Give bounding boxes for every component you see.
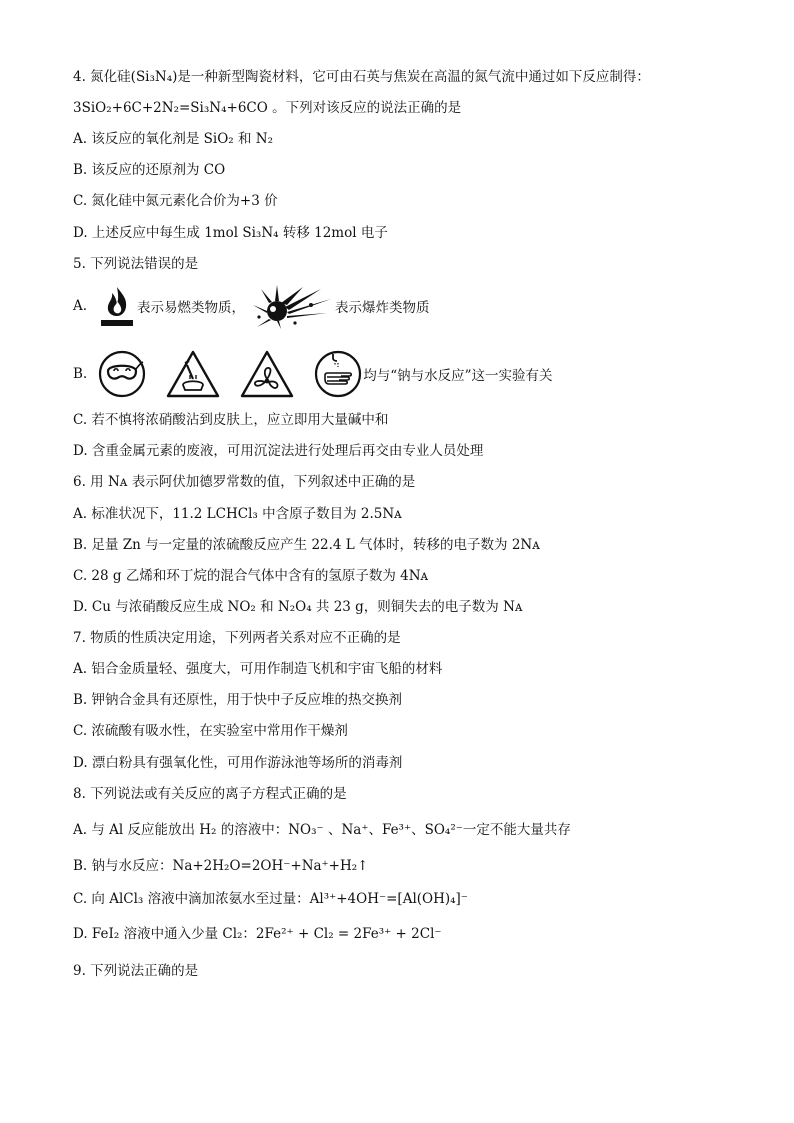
flammable-icon xyxy=(97,283,137,329)
q5-option-c: C. 若不慎将浓硝酸沾到皮肤上，应立即用大量碱中和 xyxy=(73,412,389,428)
q5-option-b-label: B. xyxy=(73,366,88,382)
q7-option-c: C. 浓硫酸有吸水性，在实验室中常用作干燥剂 xyxy=(73,723,348,739)
q5-stem: 5. 下列说法错误的是 xyxy=(73,256,199,272)
ventilation-fan-icon xyxy=(239,349,295,399)
q5-option-b-text: 均与“钠与水反应”这一实验有关 xyxy=(363,368,553,384)
q6-option-a: A. 标准状况下，11.2 LCHCl₃ 中含原子数目为 2.5Nᴀ xyxy=(73,506,402,522)
q8-option-b: B. 钠与水反应：Na+2H₂O=2OH⁻+Na⁺+H₂↑ xyxy=(73,858,369,874)
q7-option-b: B. 钾钠合金具有还原性，用于快中子反应堆的热交换剂 xyxy=(73,692,403,708)
hot-surface-icon xyxy=(165,349,221,399)
q6-option-c: C. 28 g 乙烯和环丁烷的混合气体中含有的氢原子数为 4Nᴀ xyxy=(73,568,429,584)
q6-stem: 6. 用 Nᴀ 表示阿伏加德罗常数的值，下列叙述中正确的是 xyxy=(73,474,416,490)
q5-option-a-text2: 表示爆炸类物质 xyxy=(335,300,430,316)
q5-option-a xyxy=(73,283,430,329)
q5-option-a-text1: 表示易燃类物质， xyxy=(137,300,246,316)
q6-option-d: D. Cu 与浓硝酸反应生成 NO₂ 和 N₂O₄ 共 23 g，则铜失去的电子数为 Nᴀ xyxy=(73,599,523,615)
q8-option-c: C. 向 AlCl₃ 溶液中滴加浓氨水至过量：Al³⁺+4OH⁻=[Al(OH)₄]⁻ xyxy=(73,891,468,907)
explosive-icon xyxy=(251,283,335,329)
q5-option-b xyxy=(73,349,553,399)
q5-option-d: D. 含重金属元素的废液，可用沉淀法进行处理后再交由专业人员处理 xyxy=(73,443,484,459)
q6-option-b: B. 足量 Zn 与一定量的浓硫酸反应产生 22.4 L 气体时，转移的电子数为 2Nᴀ xyxy=(73,537,540,553)
q8-stem: 8. 下列说法或有关反应的离子方程式正确的是 xyxy=(73,786,347,802)
q4-stem-line1: 4. 氮化硅(Si₃N₄)是一种新型陶瓷材料，它可由石英与焦炭在高温的氮气流中通过如下反应制得： xyxy=(73,69,650,85)
q4-option-c: C. 氮化硅中氮元素化合价为+3 价 xyxy=(73,193,278,209)
q4-option-d: D. 上述反应中每生成 1mol Si₃N₄ 转移 12mol 电子 xyxy=(73,225,388,241)
q4-stem-line2: 3SiO₂+6C+2N₂=Si₃N₄+6CO 。下列对该反应的说法正确的是 xyxy=(73,100,462,116)
goggles-icon xyxy=(97,349,147,399)
q4-option-a: A. 该反应的氧化剂是 SiO₂ 和 N₂ xyxy=(73,131,273,147)
q5-option-a-label: A. xyxy=(73,298,88,314)
q4-option-b: B. 该反应的还原剂为 CO xyxy=(73,162,226,178)
q8-option-a: A. 与 Al 反应能放出 H₂ 的溶液中：NO₃⁻ 、Na⁺、Fe³⁺、SO₄²⁻一定不能大量共存 xyxy=(73,822,571,838)
q7-option-d: D. 漂白粉具有强氧化性，可用作游泳池等场所的消毒剂 xyxy=(73,755,403,771)
q7-stem: 7. 物质的性质决定用途，下列两者关系对应不正确的是 xyxy=(73,630,401,646)
wash-hands-icon xyxy=(313,349,363,399)
q9-stem: 9. 下列说法正确的是 xyxy=(73,963,199,979)
q7-option-a: A. 铝合金质量轻、强度大，可用作制造飞机和宇宙飞船的材料 xyxy=(73,661,443,677)
q8-option-d: D. FeI₂ 溶液中通入少量 Cl₂：2Fe²⁺ + Cl₂ = 2Fe³⁺ + 2Cl⁻ xyxy=(73,926,442,942)
